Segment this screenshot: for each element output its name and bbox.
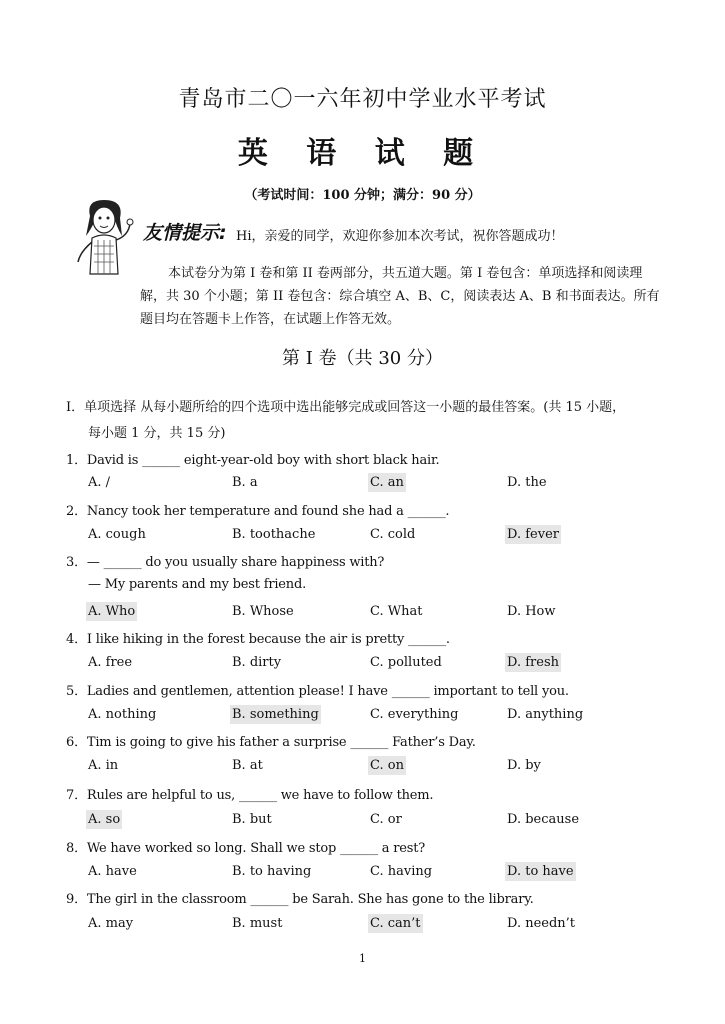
option-a[interactable]: A. cough <box>88 527 146 542</box>
tip-label: 友情提示: <box>143 222 227 244</box>
question-stem: 2．Nancy took her temperature and found she had a ______. <box>66 504 450 519</box>
option-b[interactable]: B. something <box>232 707 319 722</box>
instructions-line-1: I．单项选择 从每小题所给的四个选项中选出能够完成或回答这一小题的最佳答案。(共 15 小题， <box>66 400 626 415</box>
option-d[interactable]: D. How <box>507 604 556 619</box>
option-d[interactable]: D. by <box>507 758 541 773</box>
option-b[interactable]: B. a <box>232 475 258 490</box>
subject-title: 英 语 试 题 <box>237 136 488 171</box>
option-a[interactable]: A. Who <box>88 604 136 619</box>
option-d[interactable]: D. fresh <box>507 655 559 670</box>
option-b[interactable]: B. must <box>232 916 283 931</box>
option-c[interactable]: C. polluted <box>370 655 442 670</box>
option-d[interactable]: D. anything <box>507 707 584 722</box>
section-heading: 第 I 卷（共 30 分） <box>282 348 443 369</box>
question-stem-line-2: — My parents and my best friend. <box>88 577 307 592</box>
option-a[interactable]: A. / <box>88 475 111 490</box>
question-stem: 8．We have worked so long. Shall we stop ______ a rest? <box>66 841 426 856</box>
option-c[interactable]: C. cold <box>370 527 416 542</box>
instructions-line-2: 每小题 1 分，共 15 分) <box>88 426 226 441</box>
question-stem: 6．Tim is going to give his father a surprise ______ Father’s Day. <box>66 735 476 750</box>
question-stem: 5．Ladies and gentlemen, attention please! I have ______ important to tell you. <box>66 684 569 699</box>
option-b[interactable]: B. to having <box>232 864 312 879</box>
option-b[interactable]: B. dirty <box>232 655 282 670</box>
option-d[interactable]: D. the <box>507 475 547 490</box>
question-stem: 9．The girl in the classroom ______ be Sarah. She has gone to the library. <box>66 892 534 907</box>
option-a[interactable]: A. so <box>88 812 121 827</box>
option-c[interactable]: C. What <box>370 604 423 619</box>
question-stem: 4．I like hiking in the forest because the air is pretty ______. <box>66 632 450 647</box>
option-a[interactable]: A. free <box>88 655 133 670</box>
option-b[interactable]: B. but <box>232 812 272 827</box>
page-number: 1 <box>359 952 366 965</box>
question-stem: 3．— ______ do you usually share happiness with? <box>66 555 385 570</box>
option-c[interactable]: C. an <box>370 475 404 490</box>
option-a[interactable]: A. in <box>88 758 119 773</box>
exam-title: 青岛市二〇一六年初中学业水平考试 <box>178 87 547 112</box>
option-b[interactable]: B. at <box>232 758 263 773</box>
intro-paragraph: 本试卷分为第 I 卷和第 II 卷两部分，共五道大题。第 I 卷包含：单项选择和阅读理解，共 30 个小题；第 II 卷包含：综合填空 A、B、C，阅读表达 A、B 和书面表达。所有题目均在答题卡上作答，在试题上作答无效。 <box>140 266 660 327</box>
option-c[interactable]: C. on <box>370 758 404 773</box>
option-d[interactable]: D. needn’t <box>507 916 576 931</box>
option-c[interactable]: C. having <box>370 864 433 879</box>
teacher-cartoon-icon <box>72 196 136 276</box>
option-a[interactable]: A. nothing <box>88 707 157 722</box>
option-d[interactable]: D. because <box>507 812 580 827</box>
option-c[interactable]: C. can’t <box>370 916 421 931</box>
time-info: （考试时间：100 分钟；满分：90 分） <box>244 188 481 203</box>
option-a[interactable]: A. have <box>88 864 137 879</box>
question-stem: 1．David is ______ eight-year-old boy with short black hair. <box>66 453 440 468</box>
option-b[interactable]: B. toothache <box>232 527 316 542</box>
option-c[interactable]: C. everything <box>370 707 459 722</box>
tip-message: Hi，亲爱的同学，欢迎你参加本次考试，祝你答题成功！ <box>236 229 564 244</box>
option-a[interactable]: A. may <box>88 916 134 931</box>
option-b[interactable]: B. Whose <box>232 604 294 619</box>
question-stem: 7．Rules are helpful to us, ______ we have to follow them. <box>66 788 434 803</box>
option-c[interactable]: C. or <box>370 812 402 827</box>
option-d[interactable]: D. to have <box>507 864 574 879</box>
option-d[interactable]: D. fever <box>507 527 559 542</box>
